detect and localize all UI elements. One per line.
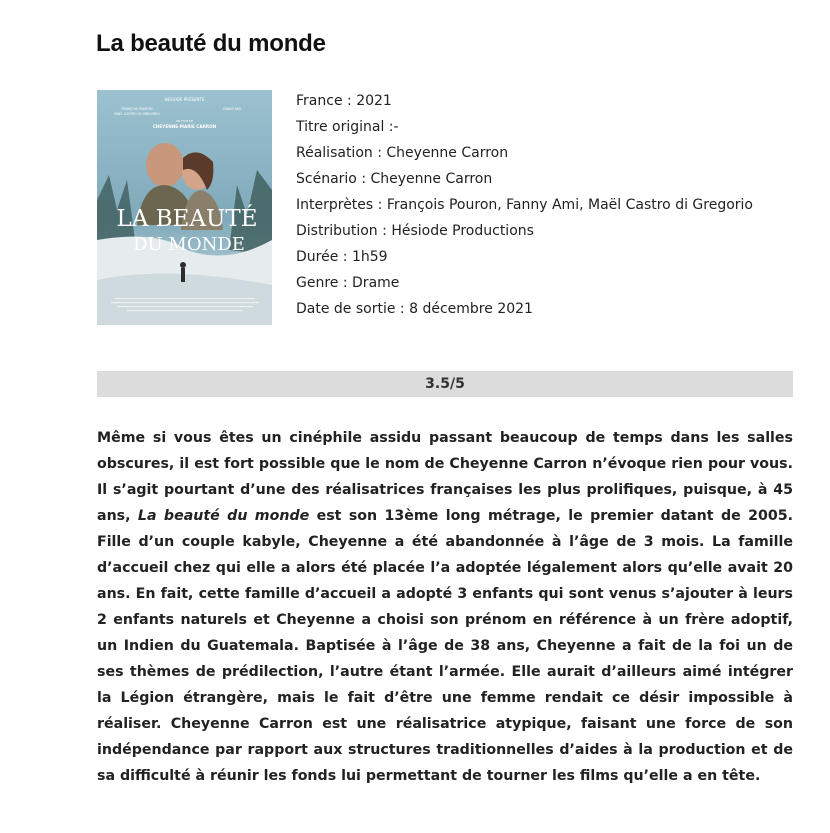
rating-bar xyxy=(97,371,793,397)
info-row-duration: Durée : 1h59 xyxy=(296,249,388,265)
review-film-title: La beauté du monde xyxy=(137,508,310,524)
movie-info-list xyxy=(296,88,766,322)
info-row-genre: Genre : Drame xyxy=(296,275,400,291)
poster-presenter: HESIODE PRÉSENTE xyxy=(164,97,205,102)
poster-title-line1: LA BEAUTÉ xyxy=(116,206,258,232)
poster-title-line2: DU MONDE xyxy=(133,234,245,255)
page-title: La beauté du monde xyxy=(96,30,326,57)
info-row-director: Réalisation : Cheyenne Carron xyxy=(296,145,509,161)
poster-credit-left-2: MAËL CASTRO DI GREGORIO xyxy=(114,112,160,116)
poster-credit-right: FANNY AMI xyxy=(223,107,241,111)
review-paragraph: Même si vous êtes un cinéphile assidu passant beaucoup de temps dans les salles obscures, il est fort possible que le nom de Cheyenne Carron n’évoque rien pour vous. Il s’agit pourtant d’une des réalisatrices françaises les plus prolifiques, puisque, à 45 ans, La beauté du monde est son 13ème long métrage, le premier datant de 2005. Fille d’un couple kabyle, Cheyenne a été abandonnée à l’âge de 3 mois. La famille d’accueil chez qui elle a alors été placée l’a adoptée légalement alors qu’elle avait 20 ans. En fait, cette famille d’accueil a adopté 3 enfants qui sont venus s’ajouter à leurs 2 enfants naturels et Cheyenne a choisi son prénom en référence à un frère adoptif, un Indien du Guatemala. Baptisée à l’âge de 38 ans, Cheyenne a fait de la foi un de ses thèmes de prédilection, l’autre étant l’armée. Elle aurait d’ailleurs aimé intégrer la Légion étrangère, mais le fait d’être une femme rendait ce désir impossible à réaliser. Cheyenne Carron est une réalisatrice atypique, faisant une force de son indépendance par rapport aux structures traditionnelles d’aides à la production et de sa difficulté à réunir les fonds lui permettant de tourner les films qu’elle a en tête. xyxy=(97,430,793,784)
info-row-screenplay: Scénario : Cheyenne Carron xyxy=(296,171,493,187)
info-row-country: France : 2021 xyxy=(296,93,392,109)
info-row-cast: Interprètes : François Pouron, Fanny Ami, Maël Castro di Gregorio xyxy=(296,197,753,213)
info-row-release-date: Date de sortie : 8 décembre 2021 xyxy=(296,301,533,317)
poster-credit-left: FRANÇOIS POURON xyxy=(121,107,153,111)
info-row-distribution: Distribution : Hésiode Productions xyxy=(296,223,534,239)
info-row-original-title: Titre original :- xyxy=(296,119,399,135)
poster-director-line: UN FILM DE xyxy=(175,119,194,123)
movie-poster xyxy=(97,90,272,325)
rating-value: 3.5/5 xyxy=(425,376,465,392)
poster-director-name: CHEYENNE-MARIE CARRON xyxy=(152,124,217,129)
